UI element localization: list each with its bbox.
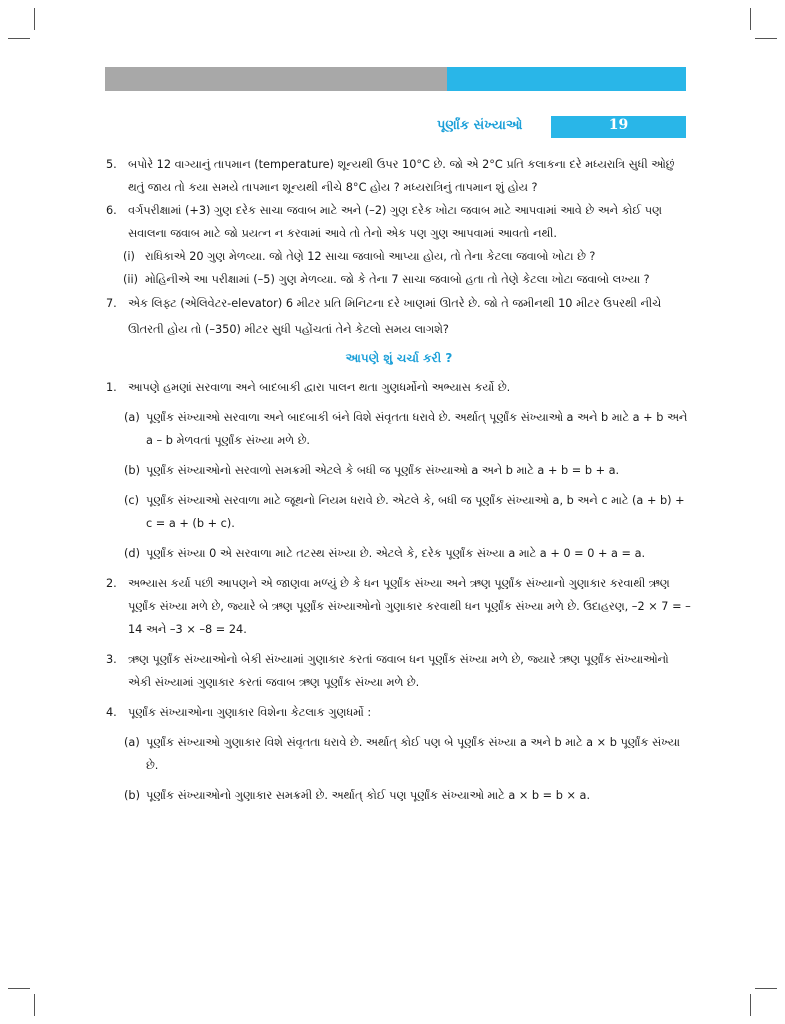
summary-subpoint	[124, 406, 692, 452]
point-number: 2.	[106, 577, 117, 590]
part-text: રાધિકાએ 20 ગુણ મેળવ્યા. જો તેણે 12 સાચા જવાબો આપ્યા હોય, તો તેના કેટલા જવાબો ખોટા છે ?	[145, 250, 596, 263]
subpoint-text: પૂર્ણાંક સંખ્યાઓ ગુણાકાર વિશે સંવૃતતા ધરાવે છે. અર્થાત્ કોઈ પણ બે પૂર્ણાંક સંખ્યા a અને b માટે a × b પૂર્ણાંક સંખ્યા છે.	[146, 736, 680, 772]
crop-mark	[755, 38, 777, 39]
crop-mark	[750, 8, 751, 30]
header-gray-band	[105, 67, 447, 91]
subpoint-text: પૂર્ણાંક સંખ્યાઓનો સરવાળો સમક્રમી એટલે કે બધી જ પૂર્ણાંક સંખ્યાઓ a અને b માટે a + b = b + a.	[146, 464, 620, 477]
page-number-bar	[551, 116, 686, 138]
subpoint-number: (b)	[124, 464, 140, 477]
question-number: 7.	[106, 297, 117, 310]
question-text: એક લિફ્ટ (એલિવેટર-elevator) 6 મીટર પ્રતિ મિનિટના દરે ખાણમાં ઊતરે છે. જો તે જમીનથી 10 મીટર ઉપરથી નીચે ઊતરતી હોય તો (–350) મીટર સુધી પહોંચતાં તેને કેટલો સમય લાગશે?	[128, 297, 662, 336]
summary-subpoint	[124, 731, 692, 777]
summary-point	[106, 572, 692, 641]
page-number: 19	[608, 117, 629, 133]
point-text: ઋણ પૂર્ણાંક સંખ્યાઓનો બેકી સંખ્યામાં ગુણાકાર કરતાં જવાબ ધન પૂર્ણાંક સંખ્યા મળે છે, જ્યારે ઋણ પૂર્ણાંક સંખ્યાઓનો એકી સંખ્યામાં ગુણાકાર કરતાં જવાબ ઋણ પૂર્ણાંક સંખ્યા મળે છે.	[128, 653, 669, 689]
subpoint-number: (d)	[124, 547, 140, 560]
summary-point	[106, 376, 692, 399]
subpoint-text: પૂર્ણાંક સંખ્યાઓ સરવાળા માટે જૂથનો નિયમ ધરાવે છે. એટલે કે, બધી જ પૂર્ણાંક સંખ્યાઓ a, b અને c માટે (a + b) + c = a + (b + c).	[146, 494, 685, 530]
summary-subpoint	[124, 489, 692, 535]
section-heading: આપણે શું ચર્ચા કરી ?	[345, 351, 453, 365]
subpoint-number: (a)	[124, 411, 140, 424]
question-text: વર્ગપરીક્ષામાં (+3) ગુણ દરેક સાચા જવાબ માટે અને (–2) ગુણ દરેક ખોટા જવાબ માટે આપવામાં આવે છે અને કોઈ પણ સવાલના જવાબ માટે જો પ્રયત્ન ન કરવામાં આવે તો તેનો એક પણ ગુણ આપવામાં આવતો નથી.	[128, 204, 662, 240]
question-number: 5.	[106, 158, 117, 171]
part-number: (i)	[123, 250, 135, 263]
page-content	[106, 153, 692, 814]
subpoint-text: પૂર્ણાંક સંખ્યાઓ સરવાળા અને બાદબાકી બંને વિશે સંવૃતતા ધરાવે છે. અર્થાત્ પૂર્ણાંક સંખ્યાઓ a અને b માટે a + b અને a – b મેળવતાં પૂર્ણાંક સંખ્યા મળે છે.	[146, 411, 688, 447]
crop-mark	[8, 988, 30, 989]
exercise-question	[106, 153, 692, 199]
summary-point	[106, 701, 692, 724]
point-text: પૂર્ણાંક સંખ્યાઓના ગુણાકાર વિશેના કેટલાક ગુણધર્મો :	[128, 706, 372, 719]
crop-mark	[34, 994, 35, 1016]
subpoint-number: (c)	[124, 494, 140, 507]
exercise-question	[106, 199, 692, 245]
part-text: મોહિનીએ આ પરીક્ષામાં (–5) ગુણ મેળવ્યા. જો કે તેના 7 સાચા જવાબો હતા તો તેણે કેટલા ખોટા જવાબો લખ્યા ?	[145, 273, 650, 286]
header-blue-band	[447, 67, 686, 91]
point-number: 1.	[106, 381, 117, 394]
question-text: બપોરે 12 વાગ્યાનું તાપમાન (temperature) શૂન્યથી ઉપર 10°C છે. જો એ 2°C પ્રતિ કલાકના દરે મધ્યરાત્રિ સુધી ઓછું થતું જાય તો કયા સમયે તાપમાન શૂન્યથી નીચે 8°C હોય ? મધ્યરાત્રિનું તાપમાન શું હોય ?	[128, 158, 675, 194]
summary-subpoint	[124, 542, 692, 565]
exercise-question	[106, 291, 692, 343]
question-part	[123, 268, 692, 291]
summary-point	[106, 648, 692, 694]
point-text: અભ્યાસ કર્યા પછી આપણને એ જાણવા મળ્યું છે કે ધન પૂર્ણાંક સંખ્યા અને ઋણ પૂર્ણાંક સંખ્યાનો ગુણાકાર કરવાથી ઋણ પૂર્ણાંક સંખ્યા મળે છે, જ્યારે બે ઋણ પૂર્ણાંક સંખ્યાઓનો ગુણાકાર કરવાથી ધન પૂર્ણાંક સંખ્યા મળે છે. ઉદાહરણ, –2 × 7 = –14 અને –3 × –8 = 24.	[128, 577, 691, 636]
point-text: આપણે હમણાં સરવાળા અને બાદબાકી દ્વારા પાલન થતા ગુણધર્મોનો અભ્યાસ કર્યો છે.	[128, 381, 511, 394]
question-part	[123, 245, 692, 268]
subpoint-number: (a)	[124, 736, 140, 749]
subpoint-text: પૂર્ણાંક સંખ્યા 0 એ સરવાળા માટે તટસ્થ સંખ્યા છે. એટલે કે, દરેક પૂર્ણાંક સંખ્યા a માટે a + 0 = 0 + a = a.	[146, 547, 646, 560]
summary-subpoint	[124, 459, 692, 482]
summary-subpoint	[124, 784, 692, 807]
crop-mark	[750, 994, 751, 1016]
point-number: 3.	[106, 653, 117, 666]
point-number: 4.	[106, 706, 117, 719]
crop-mark	[8, 38, 30, 39]
part-number: (ii)	[123, 273, 139, 286]
crop-mark	[755, 988, 777, 989]
subpoint-number: (b)	[124, 789, 140, 802]
subpoint-text: પૂર્ણાંક સંખ્યાઓનો ગુણાકાર સમક્રમી છે. અર્થાત્ કોઈ પણ પૂર્ણાંક સંખ્યાઓ માટે a × b = b × a.	[146, 789, 591, 802]
crop-mark	[34, 8, 35, 30]
question-number: 6.	[106, 204, 117, 217]
running-title: પૂર્ણાંક સંખ્યાઓ	[437, 118, 523, 133]
